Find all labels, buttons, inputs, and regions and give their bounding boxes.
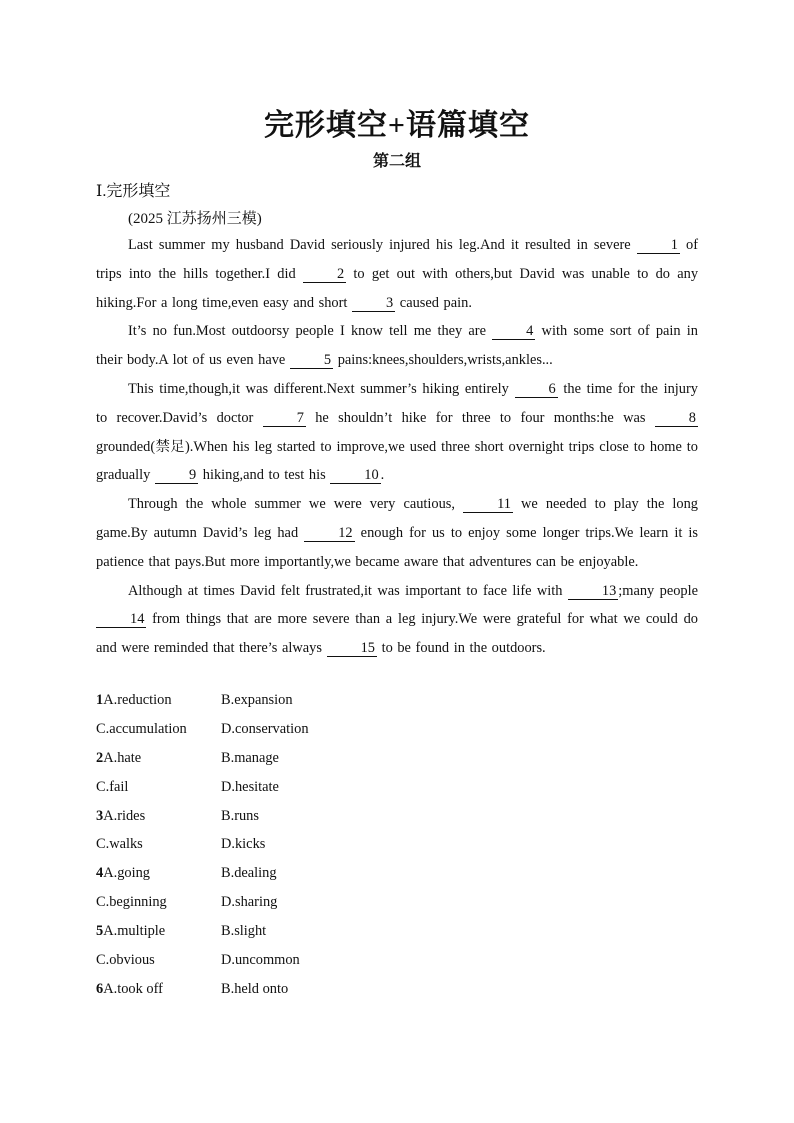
passage-paragraph [96,231,698,317]
question-row [96,894,309,923]
option-d: D.hesitate [221,778,279,795]
blank-4[interactable]: 4 [492,323,535,340]
blank-14[interactable]: 14 [96,611,146,628]
option-a-text: A.took off [103,980,163,997]
question-row [96,750,309,779]
passage-text: ;many people [618,582,698,599]
question-row [96,952,309,981]
option-a-text: A.going [103,865,150,882]
passage-text: with some sort of pain in their body.A lot of us even have [96,323,698,369]
passage-text: This time,though,it was different.Next summer’s hiking entirely [128,380,515,397]
passage-text: hiking,and to test his [198,467,331,484]
question-number: 1 [96,692,104,708]
question-number: 5 [96,923,104,940]
option-d: D.sharing [221,894,278,911]
question-number: 3 [96,807,104,824]
passage-text: to be found in the outdoors. [376,640,546,657]
question-row [96,836,309,865]
passage-text: enough for us to enjoy some longer trips.We learn it is patience that pays.But more importantly,we became aware that adventures can be enjoyable. [96,524,699,570]
blank-6[interactable]: 6 [515,381,558,398]
option-a [96,750,221,779]
option-a [96,923,221,952]
passage-text: grounded(禁足).When his leg started to improve,we used three short overnight trips close to home to gradually [96,438,698,484]
blank-8[interactable]: 8 [655,410,698,427]
option-a-text: A.hate [103,749,142,766]
option-b: B.runs [221,807,259,824]
option-c: C.obvious [96,952,155,969]
passage-text: we needed to play the long game.By autumn David’s leg had [96,496,698,541]
cloze-passage [96,231,698,663]
option-a-text: A.multiple [103,923,166,940]
option-b: B.expansion [221,692,293,708]
question-row [96,692,309,721]
passage-text: of trips into the hills together.I did [96,237,698,282]
blank-3[interactable]: 3 [352,295,395,312]
option-b: B.slight [221,923,267,940]
passage-text: Although at times David felt frustrated,it was important to face life with [128,582,568,599]
question-row [96,808,309,837]
question-number: 6 [96,980,104,997]
option-a [96,692,221,721]
blank-1[interactable]: 1 [637,237,680,254]
passage-text: Through the whole summer we were very cautious, [128,496,464,513]
passage-text: Last summer my husband David seriously injured his leg.And it resulted in severe [128,237,637,253]
section-heading: Ⅰ.完形填空 [96,183,171,200]
passage-text: from things that are more severe than a leg injury.We were grateful for what we could do and were reminded that there’s always [96,611,698,657]
passage-text: . [380,467,385,484]
passage-text: to get out with others,but David was unable to do any hiking.For a long time,even easy and short [96,265,699,311]
option-c: C.fail [96,778,129,795]
blank-12[interactable]: 12 [304,525,354,542]
question-options [96,692,309,1010]
passage-paragraph [96,375,698,490]
option-c: C.accumulation [96,720,187,737]
blank-5[interactable]: 5 [290,352,333,369]
option-c: C.beginning [96,894,167,911]
option-a [96,981,221,1010]
question-number: 2 [96,749,104,766]
passage-text: he shouldn’t hike for three to four months:he was [305,409,655,426]
blank-13[interactable]: 13 [568,583,618,600]
option-a-text: A.reduction [103,692,172,708]
passage-text: pains:knees,shoulders,wrists,ankles... [333,352,553,369]
question-row [96,721,309,750]
option-c: C.walks [96,836,143,853]
question-row [96,779,309,808]
passage-paragraph [96,577,698,663]
option-d: D.conservation [221,720,309,737]
passage-paragraph [96,317,698,375]
option-a [96,865,221,894]
blank-7[interactable]: 7 [263,410,306,427]
blank-15[interactable]: 15 [327,640,377,657]
question-row [96,923,309,952]
blank-2[interactable]: 2 [303,266,346,283]
page-subtitle: 第二组 [372,153,421,170]
option-b: B.manage [221,749,279,766]
option-d: D.uncommon [221,952,300,969]
blank-11[interactable]: 11 [463,496,513,513]
blank-10[interactable]: 10 [330,467,380,484]
passage-paragraph [96,490,698,576]
passage-text: It’s no fun.Most outdoorsy people I know tell me they are [128,323,493,340]
source-note: (2025 江苏扬州三模) [128,211,262,227]
passage-text: caused pain. [395,294,472,311]
option-b: B.dealing [221,865,277,882]
option-b: B.held onto [221,980,289,997]
option-a [96,808,221,837]
option-d: D.kicks [221,836,266,853]
option-a-text: A.rides [103,807,146,824]
page-title: 完形填空+语篇填空 [263,109,531,142]
question-number: 4 [96,865,104,882]
question-row [96,981,309,1010]
question-row [96,865,309,894]
passage-text: the time for the injury to recover.David’s doctor [96,380,698,426]
blank-9[interactable]: 9 [155,467,198,484]
